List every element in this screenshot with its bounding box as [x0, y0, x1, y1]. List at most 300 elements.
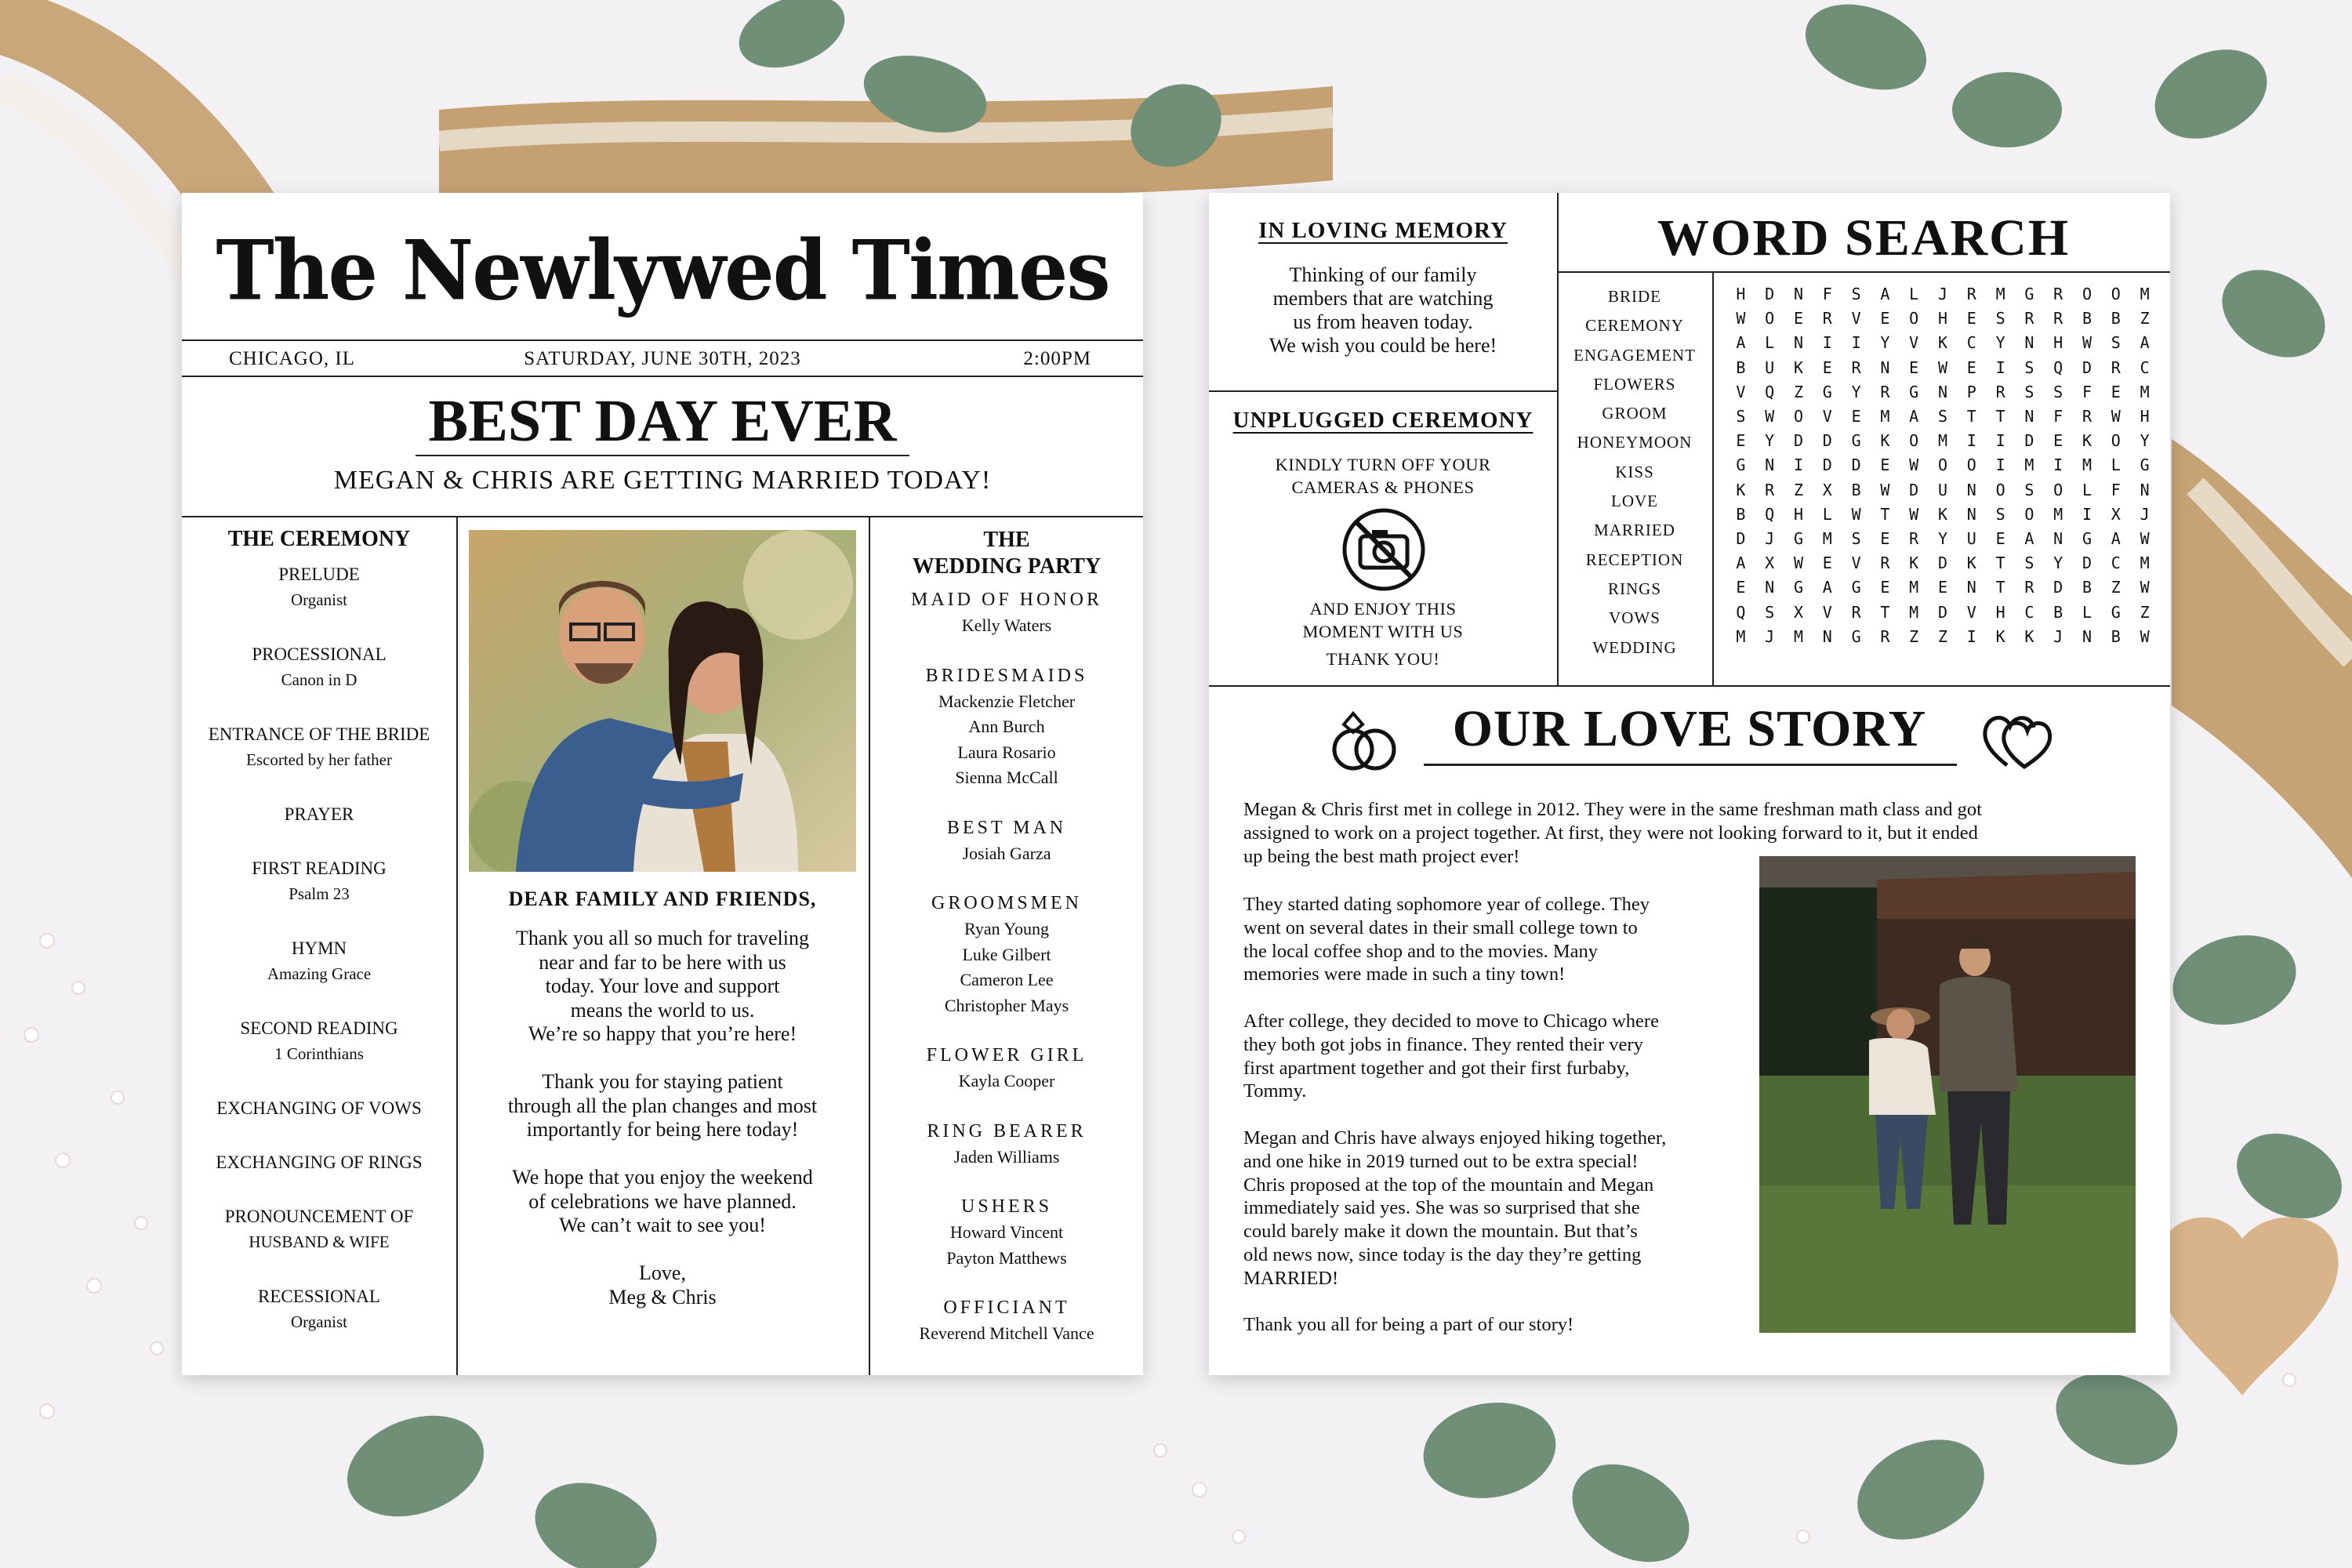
wordsearch-letter: W [2140, 529, 2150, 549]
ceremony-item [182, 801, 456, 827]
story-line: went on several dates in their small college town to [1243, 916, 1638, 938]
masthead-rule-bottom [182, 376, 1143, 377]
unplugged-line: MOMENT WITH US [1302, 622, 1464, 641]
ceremony-item-detail: Organist [291, 1312, 347, 1331]
wordsearch-letter: Z [1937, 626, 1948, 646]
party-name: Sienna McCall [955, 768, 1058, 787]
wordsearch-letter: E [1822, 358, 1832, 377]
wordsearch-word: KISS [1615, 462, 1654, 481]
story-line: memories were made in such a tiny town! [1243, 964, 1566, 985]
wordsearch-letter: D [1937, 602, 1948, 622]
wordsearch-letter: V [1851, 554, 1861, 573]
wordsearch-letter: R [1880, 382, 1890, 401]
party-name: Jaden Williams [953, 1146, 1060, 1167]
wordsearch-letter: I [1995, 456, 2005, 475]
wordsearch-letter: D [1822, 431, 1832, 451]
wordsearch-letter: E [1736, 578, 1746, 597]
letter-line: today. Your love and support [545, 975, 780, 997]
wordsearch-letter: S [1995, 309, 2005, 328]
wordsearch-letter: M [1937, 431, 1948, 451]
party-group [870, 1294, 1143, 1347]
wordsearch-letter: V [1966, 602, 1976, 622]
letter-signature: Meg & Chris [608, 1285, 717, 1308]
wordsearch-letter: K [2082, 431, 2092, 451]
wordsearch-title: WORD SEARCH [1657, 209, 2071, 267]
letter-line: Thank you for staying patient [542, 1070, 783, 1093]
wordsearch-word: FLOWERS [1593, 374, 1676, 394]
ceremony-item-title: SECOND READING [240, 1018, 398, 1038]
wordsearch-letter: V [1822, 407, 1832, 426]
party-role: BRIDESMAIDS [925, 665, 1088, 686]
wordsearch-letter: I [2082, 504, 2092, 524]
dateline-location: CHICAGO, IL [229, 348, 355, 369]
wordsearch-letter: W [1937, 358, 1948, 377]
headline: BEST DAY EVER [428, 388, 897, 454]
unplugged-text-top [1209, 453, 1557, 499]
wordsearch-letter: P [1966, 382, 1976, 401]
ceremony-item [182, 1283, 456, 1335]
wordsearch-letter: G [1851, 431, 1861, 451]
couple-walking-photo [1759, 856, 2136, 1333]
wordsearch-letter: W [1765, 407, 1775, 426]
subheadline: MEGAN & CHRIS ARE GETTING MARRIED TODAY! [333, 466, 992, 495]
wordsearch-letter: T [1966, 407, 1976, 426]
wordsearch-letter: Z [2140, 602, 2150, 622]
wordsearch-letter: C [2111, 554, 2121, 573]
wordsearch-letter: Y [2140, 431, 2150, 451]
story-line: the local coffee shop and to the movies. Many [1243, 940, 1598, 962]
wordsearch-letter: F [2111, 480, 2121, 499]
story-line: first apartment together and got their first furbaby, [1243, 1057, 1630, 1079]
story-paragraph [1243, 1127, 1745, 1290]
wordsearch-letter: D [2053, 578, 2063, 597]
unplugged-thanks: THANK YOU! [1326, 649, 1440, 669]
wordsearch-letter: R [2111, 358, 2121, 377]
no-camera-icon [1341, 506, 1427, 593]
wordsearch-letter: M [2140, 382, 2150, 401]
wordsearch-letter: Y [1937, 529, 1948, 549]
wordsearch-letter: T [1995, 407, 2005, 426]
party-role: BEST MAN [946, 817, 1067, 838]
wordsearch-letter: O [1909, 309, 1919, 328]
wordsearch-letter: L [1909, 285, 1919, 303]
wordsearch-letter: I [1995, 358, 2005, 377]
ceremony-item [182, 1149, 456, 1175]
masthead-rule-top [182, 339, 1143, 341]
ceremony-item-title: ENTRANCE OF THE BRIDE [208, 724, 430, 744]
ceremony-item [182, 935, 456, 987]
story-line: up being the best math project ever! [1243, 845, 1520, 867]
story-paragraph [1243, 893, 1745, 986]
wordsearch-letter: A [1736, 554, 1746, 573]
wordsearch-word-list [1557, 282, 1712, 662]
wordsearch-letter: R [2024, 309, 2034, 328]
wordsearch-letter: T [1995, 578, 2005, 597]
wordsearch-letter: F [2082, 382, 2092, 401]
wordsearch-letter: A [1822, 578, 1832, 597]
wordsearch-letter: W [2140, 578, 2150, 597]
wordsearch-letter: N [1966, 480, 1976, 499]
wordsearch-letter: W [1793, 554, 1804, 573]
wordsearch-letter: W [1909, 504, 1919, 524]
ceremony-item [182, 1203, 456, 1255]
wordsearch-letter: E [1880, 578, 1890, 597]
wordsearch-letter: D [1736, 529, 1746, 549]
wordsearch-letter: E [1880, 456, 1890, 475]
wordsearch-letter: F [1822, 285, 1832, 303]
party-group [870, 1042, 1143, 1094]
wordsearch-letter: Z [2111, 578, 2121, 597]
wordsearch-letter: J [1765, 626, 1775, 646]
story-line: immediately said yes. She was so surprised that she [1243, 1197, 1640, 1219]
letter-closing: Love, [639, 1261, 686, 1284]
wordsearch-letter: N [2053, 529, 2063, 549]
memory-line: Thinking of our family [1289, 263, 1477, 286]
wordsearch-letter: S [2024, 382, 2034, 401]
letter-line: We’re so happy that you’re here! [528, 1022, 797, 1045]
wordsearch-letter: S [1851, 285, 1861, 303]
ceremony-item-title: RECESSIONAL [258, 1287, 380, 1306]
wedding-party-heading-line1: THE [983, 528, 1030, 552]
hearts-icon [1979, 707, 2054, 773]
wordsearch-letter: N [2140, 480, 2150, 499]
wordsearch-letter: R [2082, 407, 2092, 426]
wordsearch-letter: U [1966, 529, 1976, 549]
party-group [870, 586, 1143, 639]
wordsearch-letter: E [1880, 529, 1890, 549]
ceremony-item-detail: 1 Corinthians [274, 1044, 364, 1063]
party-group [870, 890, 1143, 1018]
wordsearch-letter: Y [1880, 333, 1890, 353]
wordsearch-letter: Q [1765, 504, 1775, 524]
wordsearch-letter: A [2140, 333, 2150, 353]
party-group [870, 815, 1143, 867]
couple-photo [469, 530, 856, 872]
wordsearch-letter: H [2140, 407, 2150, 426]
wordsearch-letter: O [1995, 480, 2005, 499]
letter-line: importantly for being here today! [526, 1118, 799, 1141]
wordsearch-letter: O [1793, 407, 1804, 426]
section-divider [182, 516, 1143, 517]
ceremony-item-title: EXCHANGING OF RINGS [216, 1152, 423, 1172]
wordsearch-letter: K [1937, 333, 1948, 353]
wordsearch-letter: E [1966, 358, 1976, 377]
wordsearch-letter: G [2082, 529, 2092, 549]
party-name: Ryan Young [964, 919, 1049, 938]
wordsearch-letter: M [1736, 626, 1746, 646]
wordsearch-letter: W [1736, 309, 1746, 328]
story-closing: Thank you all for being a part of our story! [1243, 1314, 1574, 1336]
ceremony-item-detail: Organist [291, 590, 347, 609]
masthead-title: The Newlywed Times [216, 222, 1109, 319]
wordsearch-letter: K [1736, 480, 1746, 499]
wordsearch-letter: C [1966, 333, 1976, 353]
wordsearch-letter: I [1966, 626, 1976, 646]
wordsearch-letter: R [1851, 602, 1861, 622]
wordsearch-letter: O [2082, 285, 2092, 303]
ceremony-item-title: PRELUDE [278, 564, 360, 584]
party-name: Howard Vincent [949, 1222, 1064, 1242]
wordsearch-letter: N [1765, 456, 1775, 475]
wordsearch-letter: H [1736, 285, 1746, 303]
wordsearch-letter: R [1765, 480, 1775, 499]
wordsearch-letter: N [1822, 626, 1832, 646]
wordsearch-word: RINGS [1607, 579, 1661, 598]
wordsearch-letter: L [2082, 480, 2092, 499]
party-name: Josiah Garza [962, 843, 1051, 863]
wordsearch-letter: I [1793, 456, 1804, 475]
letter-line: through all the plan changes and most [507, 1094, 818, 1117]
wordsearch-letter: R [1822, 309, 1832, 328]
wordsearch-letter: R [2053, 285, 2063, 303]
wordsearch-letter: M [2053, 504, 2063, 524]
ceremony-item-title: PRAYER [284, 804, 354, 824]
ceremony-item-detail: Escorted by her father [246, 750, 392, 769]
headline-underline [416, 455, 909, 456]
wordsearch-letter: S [1851, 529, 1861, 549]
wordsearch-letter: K [1995, 626, 2005, 646]
wordsearch-letter: Z [1793, 382, 1804, 401]
wordsearch-letter: G [1793, 578, 1804, 597]
wordsearch-letter: B [2082, 578, 2092, 597]
wordsearch-letter: I [1851, 333, 1861, 353]
wordsearch-letter: G [2111, 602, 2121, 622]
wordsearch-letter: T [1880, 602, 1890, 622]
story-line: MARRIED! [1243, 1267, 1339, 1289]
story-line: assigned to work on a project together. At first, they were not looking forward to it, but it ended [1243, 822, 1978, 844]
ceremony-column [182, 527, 456, 1363]
ceremony-item-title: FIRST READING [252, 858, 387, 878]
party-name: Kayla Cooper [958, 1071, 1055, 1091]
wordsearch-word: MARRIED [1594, 521, 1675, 540]
wordsearch-letter: R [1966, 285, 1976, 303]
wordsearch-letter: R [1851, 358, 1861, 377]
wordsearch-letter: G [2024, 285, 2034, 303]
wordsearch-letter: E [1851, 407, 1861, 426]
ceremony-item [182, 721, 456, 773]
wordsearch-letter: N [2082, 626, 2092, 646]
wordsearch-letter: C [2024, 602, 2034, 622]
wordsearch-letter: Y [1851, 382, 1861, 401]
letter-paragraph-2 [458, 1070, 867, 1142]
wordsearch-letter: G [1736, 456, 1746, 475]
wordsearch-letter: J [2140, 504, 2150, 524]
wordsearch-letter: O [1909, 431, 1919, 451]
wordsearch-letter: X [2111, 504, 2121, 524]
wordsearch-letter: S [2024, 358, 2034, 377]
wordsearch-letter: A [1736, 333, 1746, 353]
wordsearch-word: RECEPTION [1585, 550, 1684, 569]
wordsearch-divider [1712, 271, 1714, 687]
wordsearch-letter: R [2053, 309, 2063, 328]
wordsearch-letter: G [2140, 456, 2150, 475]
wordsearch-letter: D [1793, 431, 1804, 451]
story-line: They started dating sophomore year of college. They [1243, 894, 1650, 915]
wordsearch-letter: Q [1765, 382, 1775, 401]
party-name: Ann Burch [968, 717, 1045, 736]
wordsearch-letter: T [1995, 554, 2005, 573]
wordsearch-letter: N [1880, 358, 1890, 377]
wordsearch-letter: J [2053, 626, 2063, 646]
wedding-party-column [870, 527, 1143, 1370]
program-front-page [182, 193, 1143, 1375]
wordsearch-letter: W [1851, 504, 1861, 524]
wordsearch-letter: S [2053, 382, 2063, 401]
wordsearch-letter: A [1880, 285, 1890, 303]
wordsearch-letter: D [1822, 456, 1832, 475]
wordsearch-letter: G [1851, 626, 1861, 646]
wordsearch-letter: E [1937, 578, 1948, 597]
letter-paragraph-1 [458, 927, 867, 1047]
wordsearch-letter: Z [1793, 480, 1804, 499]
ceremony-item-detail: Psalm 23 [289, 884, 350, 903]
wordsearch-letter: E [1736, 431, 1746, 451]
wordsearch-letter: D [1909, 480, 1919, 499]
wordsearch-letter: K [1909, 554, 1919, 573]
wordsearch-letter: Y [2053, 554, 2063, 573]
wordsearch-letter: K [1966, 554, 1976, 573]
wordsearch-letter: U [1765, 358, 1775, 377]
letter-greeting: DEAR FAMILY AND FRIENDS, [508, 887, 817, 910]
ceremony-item [182, 561, 456, 613]
wordsearch-letter: B [1736, 504, 1746, 524]
wordsearch-letter: W [2140, 626, 2150, 646]
story-line: Tommy. [1243, 1080, 1307, 1102]
wordsearch-letter: A [2024, 529, 2034, 549]
wordsearch-letter: R [1909, 529, 1919, 549]
wordsearch-letter: O [1765, 309, 1775, 328]
wordsearch-letter: N [1765, 578, 1775, 597]
wordsearch-letter: M [1909, 602, 1919, 622]
wordsearch-letter: N [1793, 333, 1804, 353]
ceremony-heading: THE CEREMONY [227, 527, 411, 551]
ceremony-item-title: PRONOUNCEMENT OF [224, 1207, 414, 1226]
wordsearch-letter: M [1880, 407, 1890, 426]
wordsearch-letter: R [1880, 626, 1890, 646]
wordsearch-letter: O [2053, 480, 2063, 499]
wordsearch-letter: E [2111, 382, 2121, 401]
wordsearch-word: HONEYMOON [1577, 433, 1693, 452]
wordsearch-letter: M [2140, 285, 2150, 303]
unplugged-line: CAMERAS & PHONES [1291, 477, 1475, 497]
wordsearch-letter: M [2024, 456, 2034, 475]
wordsearch-letter: B [2082, 309, 2092, 328]
wordsearch-word: WEDDING [1592, 637, 1677, 657]
party-group [870, 662, 1143, 791]
wordsearch-letter: G [1793, 529, 1804, 549]
wordsearch-letter: D [2082, 554, 2092, 573]
wordsearch-word: GROOM [1602, 404, 1668, 423]
party-name: Laura Rosario [957, 742, 1056, 762]
wordsearch-letter: S [1736, 407, 1746, 426]
ceremony-item-detail: HUSBAND & WIFE [249, 1232, 390, 1251]
wordsearch-letter: O [2111, 431, 2121, 451]
ceremony-item-title: EXCHANGING OF VOWS [216, 1098, 422, 1118]
wordsearch-title-rule [1557, 271, 2170, 273]
wordsearch-letter: J [1937, 285, 1948, 303]
love-story-body [1243, 893, 1745, 1337]
wordsearch-letter: X [1822, 480, 1832, 499]
wordsearch-letter: T [1880, 504, 1890, 524]
ceremony-item [182, 1015, 456, 1067]
wordsearch-letter: Z [1909, 626, 1919, 646]
love-story-title: OUR LOVE STORY [1452, 700, 1927, 757]
wordsearch-letter: R [2024, 578, 2034, 597]
wordsearch-letter: X [1793, 602, 1804, 622]
wordsearch-letter: M [2140, 554, 2150, 573]
wordsearch-letter: G [1851, 578, 1861, 597]
wordsearch-letter: K [1793, 358, 1804, 377]
wordsearch-letter: N [1937, 382, 1948, 401]
letter-line: Thank you all so much for traveling [515, 927, 810, 949]
wordsearch-letter: E [1793, 309, 1804, 328]
wordsearch-letter: A [2111, 529, 2121, 549]
wordsearch-letter: S [1937, 407, 1948, 426]
wordsearch-letter: E [1909, 358, 1919, 377]
ceremony-item-title: PROCESSIONAL [252, 644, 387, 664]
wordsearch-letter: K [1880, 431, 1890, 451]
story-line: could barely make it down the mountain. But that’s [1243, 1221, 1638, 1243]
wordsearch-letter: V [1736, 382, 1746, 401]
wordsearch-letter: S [1765, 602, 1775, 622]
letter-body [458, 927, 867, 1309]
party-role: GROOMSMEN [931, 893, 1083, 913]
wedding-party-heading-line2: WEDDING PARTY [912, 554, 1102, 579]
wordsearch-letter: B [2111, 626, 2121, 646]
wordsearch-word: VOWS [1609, 608, 1661, 628]
letter-line: means the world to us. [570, 998, 755, 1022]
wordsearch-letter: V [1909, 333, 1919, 353]
wordsearch-letter: G [1909, 382, 1919, 401]
letter-line: We can’t wait to see you! [559, 1214, 766, 1236]
party-role: FLOWER GIRL [926, 1045, 1087, 1065]
wordsearch-letter: Y [1765, 431, 1775, 451]
ceremony-item-title: HYMN [291, 938, 347, 958]
wooden-heart-decor [2155, 1218, 2338, 1396]
wordsearch-letter: S [2024, 480, 2034, 499]
wordsearch-letter: D [1765, 285, 1775, 303]
wordsearch-letter: E [1966, 309, 1976, 328]
party-role: MAID OF HONOR [910, 590, 1102, 610]
wordsearch-letter: E [2053, 431, 2063, 451]
wordsearch-letter: N [2024, 407, 2034, 426]
wordsearch-letter: M [1793, 626, 1804, 646]
wordsearch-letter: Z [2140, 309, 2150, 328]
story-line: they both got jobs in finance. They rented their very [1243, 1033, 1643, 1055]
story-line: Megan and Chris have always enjoyed hiking together, [1243, 1127, 1667, 1149]
letter-paragraph-3 [458, 1166, 867, 1238]
memory-text [1209, 263, 1557, 358]
top-section-divider [1209, 685, 2170, 687]
wordsearch-letter: M [2082, 456, 2092, 475]
story-paragraph [1243, 1010, 1745, 1103]
wordsearch-letter: O [1966, 456, 1976, 475]
wordsearch-letter: I [1822, 333, 1832, 353]
party-name: Kelly Waters [961, 615, 1052, 635]
wordsearch-letter: B [2053, 602, 2063, 622]
memory-divider [1209, 390, 1557, 392]
wordsearch-grid [1726, 282, 2159, 649]
party-role: OFFICIANT [943, 1298, 1070, 1318]
wordsearch-letter: D [1937, 554, 1948, 573]
wordsearch-letter: V [1822, 602, 1832, 622]
wordsearch-letter: N [2024, 333, 2034, 353]
wordsearch-letter: N [1966, 578, 1976, 597]
party-name: Cameron Lee [960, 970, 1054, 989]
wordsearch-word: CEREMONY [1585, 316, 1684, 336]
wedding-party-heading [870, 527, 1143, 580]
wordsearch-letter: X [1765, 554, 1775, 573]
